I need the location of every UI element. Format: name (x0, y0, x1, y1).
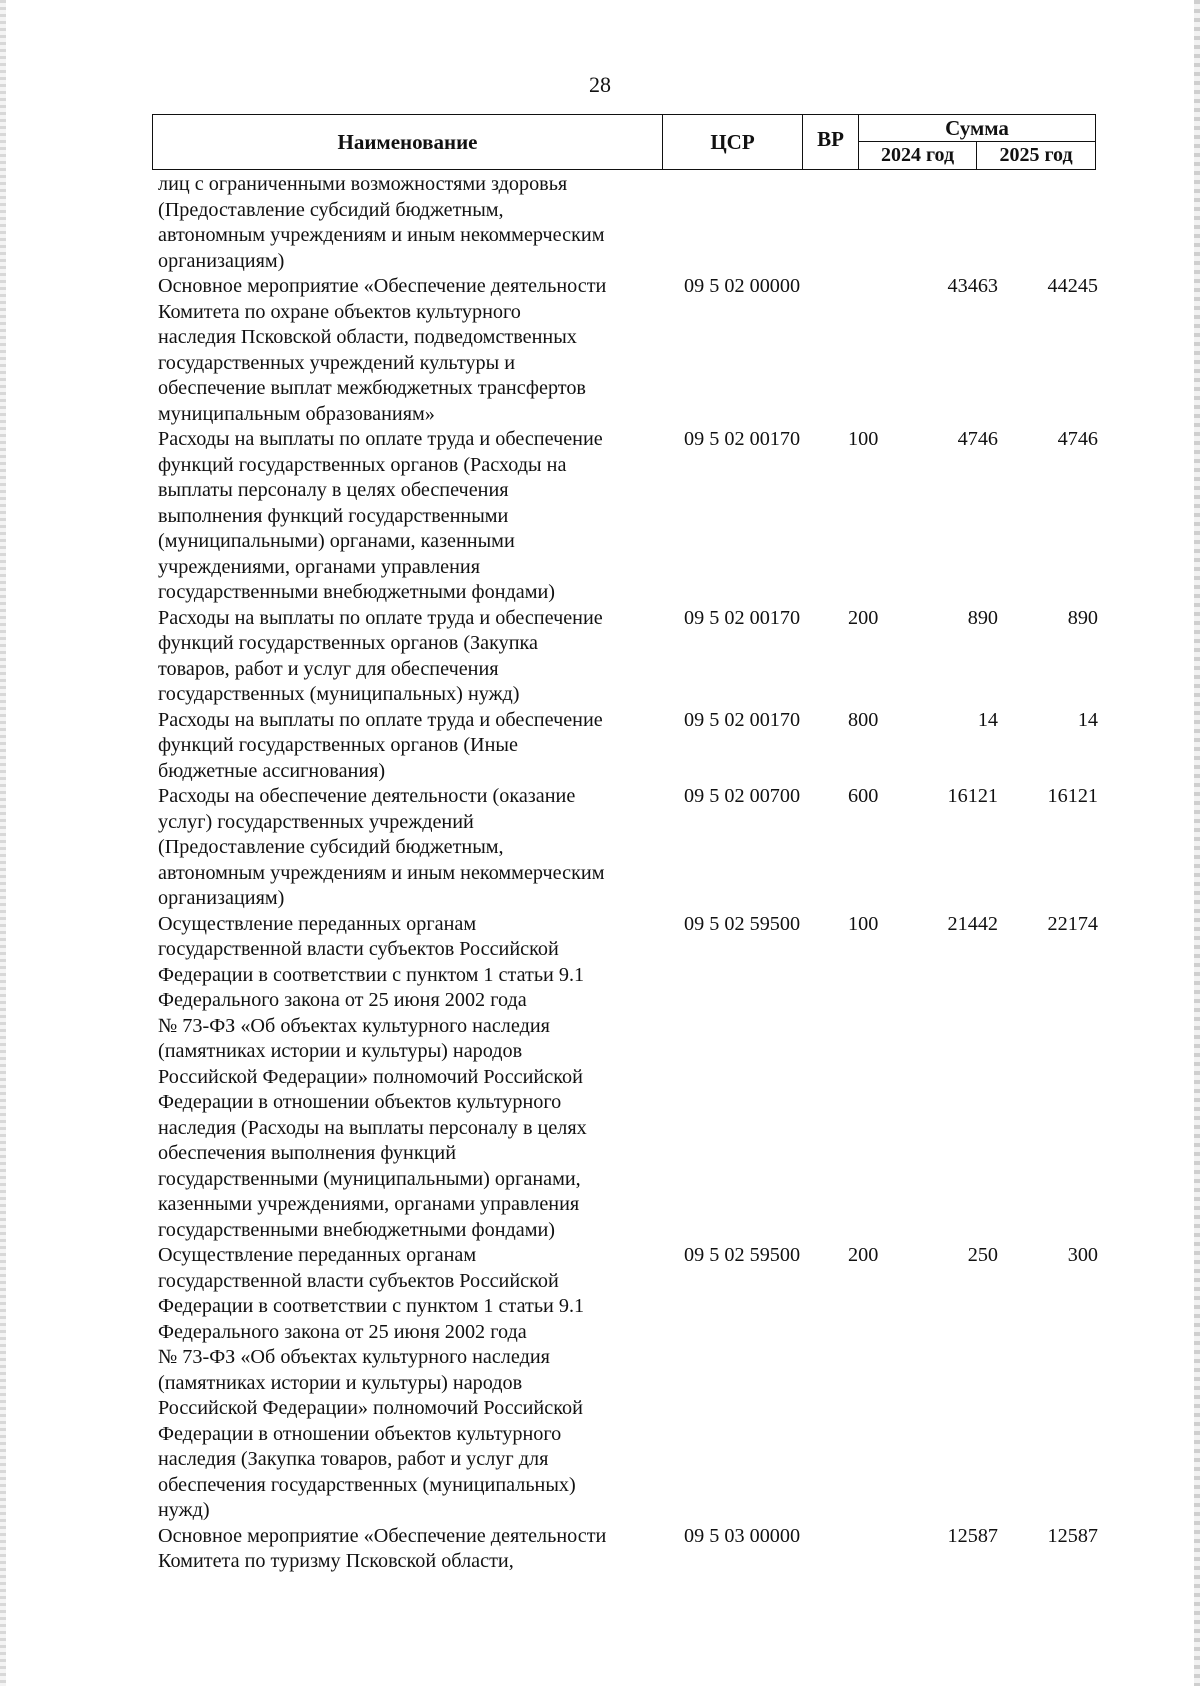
row-name: Расходы на обеспечение деятельности (оказание услуг) государственных учреждений (Предоставление субсидий бюджетным, автономным учреждениям и иным некоммерческим организациям) (158, 785, 605, 909)
row-sum-2025: 16121 (1047, 785, 1098, 807)
row-name: Осуществление переданных органам государственной власти субъектов Российской Федерации в соответствии с пунктом 1 статьи 9.1 Федерального закона от 25 июня 2002 года № 73-ФЗ «Об объектах культурного наследия (памятниках истории и культуры) народов Российской Федерации» полномочий Российской Федерации в отношении объектов культурного наследия (Расходы на выплаты персоналу в целях обеспечения выполнения функций государственными (муниципальными) органами, казенными учреждениями, органами управления государственными внебюджетными фондами) (158, 912, 587, 1241)
page-number: 28 (589, 72, 611, 97)
header-sum: Сумма (859, 115, 1095, 142)
row-sum-2025: 14 (1077, 708, 1098, 731)
row-sum-2025: 44245 (1047, 275, 1098, 297)
row-sum-2024: 890 (967, 606, 998, 629)
row-sum-2025: 4746 (1057, 428, 1098, 450)
row-csr: 09 5 02 59500 (684, 1244, 801, 1266)
table-body (158, 172, 1098, 1575)
row-csr: 09 5 03 00000 (684, 1524, 801, 1547)
row-csr: 09 5 02 59500 (684, 912, 801, 935)
table-row (158, 784, 1098, 912)
row-csr: 09 5 02 00700 (684, 785, 801, 807)
row-sum-2024: 4746 (957, 428, 998, 450)
row-name: Осуществление переданных органам государственной власти субъектов Российской Федерации в соответствии с пунктом 1 статьи 9.1 Федерального закона от 25 июня 2002 года № 73-ФЗ «Об объектах культурного наследия (памятниках истории и культуры) народов Российской Федерации» полномочий Российской Федерации в отношении объектов культурного наследия (Закупка товаров, работ и услуг для обеспечения государственных (муниципальных) нужд) (158, 1244, 585, 1521)
row-name: Расходы на выплаты по оплате труда и обеспечение функций государственных органов (Закупка товаров, работ и услуг для обеспечения государственных (муниципальных) нужд) (158, 606, 603, 705)
header-csr: ЦСР (663, 115, 803, 169)
table-row (158, 274, 1098, 427)
row-name: Расходы на выплаты по оплате труда и обеспечение функций государственных органов (Расходы на выплаты персоналу в целях обеспечения выполнения функций государственными (муниципальными) органами, казенными учреждениями, органами управления государственными внебюджетными фондами) (158, 428, 603, 603)
row-sum-2024: 250 (967, 1244, 998, 1266)
row-sum-2024: 12587 (947, 1524, 998, 1547)
table-row (158, 172, 1098, 274)
row-sum-2024: 16121 (947, 785, 998, 807)
table-row (158, 606, 1098, 708)
scan-edge-left (0, 0, 6, 1686)
table-row (158, 708, 1098, 785)
header-vr: ВР (803, 115, 859, 169)
row-name: Основное мероприятие «Обеспечение деятельности Комитета по туризму Псковской области, (158, 1524, 607, 1572)
row-sum-2025: 22174 (1047, 912, 1098, 935)
row-sum-2024: 43463 (947, 275, 998, 297)
row-vr: 100 (848, 428, 879, 450)
row-vr: 200 (848, 606, 879, 629)
row-vr: 800 (848, 708, 879, 731)
table-row (158, 1524, 1098, 1575)
row-name: Расходы на выплаты по оплате труда и обеспечение функций государственных органов (Иные бюджетные ассигнования) (158, 708, 603, 782)
row-sum-2024: 21442 (947, 912, 998, 935)
row-sum-2025: 12587 (1047, 1524, 1098, 1547)
header-name: Наименование (153, 115, 663, 169)
row-sum-2024: 14 (977, 708, 998, 731)
table-row (158, 1243, 1098, 1524)
row-name: Основное мероприятие «Обеспечение деятельности Комитета по охране объектов культурного наследия Псковской области, подведомственных государственных учреждений культуры и обеспечение выплат межбюджетных трансфертов муниципальным образованиям» (158, 275, 607, 425)
row-csr: 09 5 02 00000 (684, 275, 801, 297)
row-sum-2025: 300 (1067, 1244, 1098, 1266)
row-vr: 200 (848, 1244, 879, 1266)
header-year-2025: 2025 год (999, 144, 1073, 166)
row-sum-2025: 890 (1067, 606, 1098, 629)
row-csr: 09 5 02 00170 (684, 708, 801, 731)
table-header (152, 114, 1096, 170)
table-row (158, 912, 1098, 1244)
scan-edge-right (1194, 0, 1200, 1686)
row-csr: 09 5 02 00170 (684, 606, 801, 629)
header-year-2024: 2024 год (859, 142, 977, 169)
row-name: лиц с ограниченными возможностями здоровья (Предоставление субсидий бюджетным, автономным учреждениям и иным некоммерческим организациям) (158, 173, 605, 272)
row-vr: 600 (848, 785, 879, 807)
row-vr: 100 (848, 912, 879, 935)
table-row (158, 427, 1098, 606)
row-csr: 09 5 02 00170 (684, 428, 801, 450)
